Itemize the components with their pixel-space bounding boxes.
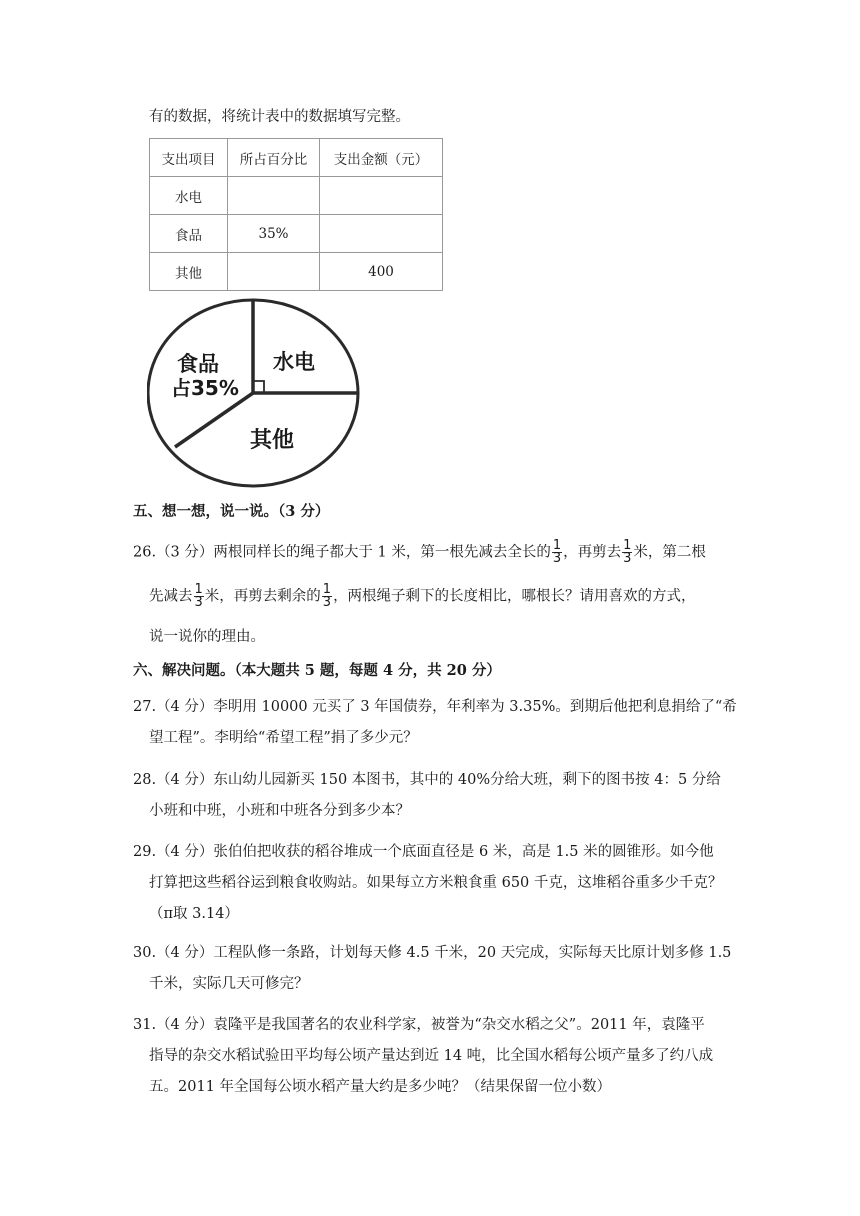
q31-number: 31. <box>133 1017 157 1033</box>
q29-line3: （π取 3.14） <box>149 906 239 922</box>
fraction-one-third: $\frac{1}{3}$ <box>552 538 562 566</box>
q31-line2: 指导的杂交水稻试验田平均每公顷产量达到近 14 吨，比全国水稻每公顷产量多了约八成 <box>149 1048 714 1064</box>
q26-text-b: ，再剪去 <box>563 544 622 561</box>
q26-text-f: ，两根绳子剩下的长度相比，哪根长？请用喜欢的方式， <box>333 588 696 605</box>
q26-line1 <box>133 540 706 565</box>
q26-text-c: 米，第二根 <box>633 544 706 561</box>
fraction-one-third: $\frac{1}{3}$ <box>623 538 632 566</box>
q27-line2: 望工程”。李明给“希望工程”捐了多少元？ <box>149 730 418 746</box>
fraction-one-third: $\frac{1}{3}$ <box>194 582 203 610</box>
q31-line1: 31.（4 分）袁隆平是我国著名的农业科学家，被誉为“杂交水稻之父”。2011 年，袁隆平 <box>133 1017 705 1033</box>
q30-number: 30. <box>133 945 157 961</box>
cell-item: 食品 <box>150 215 228 253</box>
cell-percent <box>228 177 320 215</box>
fraction-one-third: $\frac{1}{3}$ <box>322 582 332 610</box>
q28-line2: 小班和中班，小班和中班各分到多少本？ <box>149 803 410 819</box>
q26-line3: 说一说你的理由。 <box>149 629 265 645</box>
q29-line1: 29.（4 分）张伯伯把收获的稻谷堆成一个底面直径是 6 米，高是 1.5 米的圆锥形。如今他 <box>133 844 714 860</box>
q29-line2: 打算把这些稻谷运到粮食收购站。如果每立方米粮食重 650 千克，这堆稻谷重多少千克？ <box>149 875 723 891</box>
q27-line1: 27.（4 分）李明用 10000 元买了 3 年国债券，年利率为 3.35%。到期后他把利息捐给了“希 <box>133 699 737 715</box>
header-item: 支出项目 <box>150 139 228 177</box>
pie-chart <box>147 297 363 489</box>
q28-line1: 28.（4 分）东山幼儿园新买 150 本图书，其中的 40%分给大班，剩下的图书按 4：5 分给 <box>133 772 721 788</box>
slice-label-utilities: 水电 <box>273 350 315 374</box>
q28-number: 28. <box>133 772 157 788</box>
q26-text-e: 米，再剪去剩余的 <box>204 588 321 605</box>
q30-line1: 30.（4 分）工程队修一条路，计划每天修 4.5 千米，20 天完成，实际每天比原计划多修 1.5 <box>133 945 732 961</box>
q31-line3: 五。2011 年全国每公顷水稻产量大约是多少吨？（结果保留一位小数） <box>149 1079 612 1095</box>
q29-number: 29. <box>133 844 157 860</box>
cell-amount: 400 <box>320 253 443 291</box>
table-row <box>150 177 443 215</box>
table-header-row <box>150 139 443 177</box>
cell-percent: 35% <box>228 215 320 253</box>
section6-title: 六、解决问题。（本大题共 5 题，每题 4 分，共 20 分） <box>133 662 501 679</box>
cell-item: 水电 <box>150 177 228 215</box>
q26-line2 <box>149 584 696 609</box>
q26-text-a: （3 分）两根同样长的绳子都大于 1 米，第一根先减去全长的 <box>156 544 551 561</box>
header-amount: 支出金额（元） <box>320 139 443 177</box>
q26-number: 26. <box>133 544 157 561</box>
expense-table <box>149 138 443 291</box>
cell-amount <box>320 177 443 215</box>
slice-label-other: 其他 <box>250 428 295 453</box>
table-row <box>150 253 443 291</box>
q26-text-d: 先减去 <box>149 588 193 605</box>
q27-number: 27. <box>133 699 157 715</box>
slice-label-food-line1: 食品 <box>177 352 219 376</box>
cell-amount <box>320 215 443 253</box>
table-row <box>150 215 443 253</box>
q30-line2: 千米，实际几天可修完？ <box>149 976 309 992</box>
section5-title: 五、想一想，说一说。（3 分） <box>133 503 330 520</box>
cell-percent <box>228 253 320 291</box>
header-percent: 所占百分比 <box>228 139 320 177</box>
intro-line: 有的数据，将统计表中的数据填写完整。 <box>149 109 410 125</box>
cell-item: 其他 <box>150 253 228 291</box>
slice-label-food-line2: 占35% <box>171 376 239 400</box>
